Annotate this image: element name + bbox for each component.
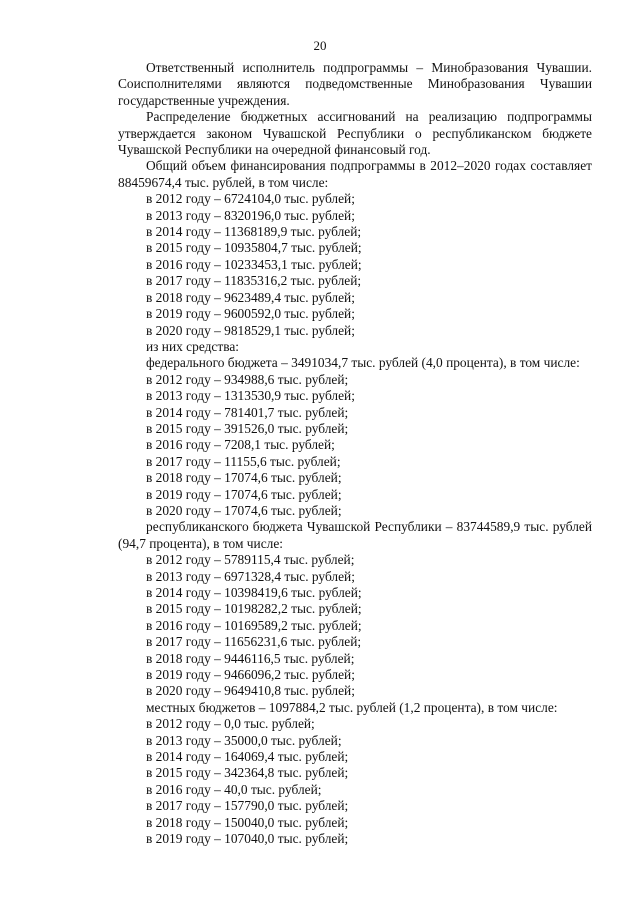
republican-intro: республиканского бюджета Чувашской Республики – 83744589,9 тыс. рублей (94,7 процента), в том числе: (118, 519, 592, 551)
paragraph-total-funding: Общий объем финансирования подпрограммы в 2012–2020 годах составляет 88459674,4 тыс. рублей, в том числе: (118, 158, 592, 190)
list-item: в 2017 году – 157790,0 тыс. рублей; (146, 798, 349, 814)
list-item: в 2019 году – 9600592,0 тыс. рублей; (146, 306, 355, 322)
list-item: в 2016 году – 10233453,1 тыс. рублей; (146, 256, 362, 272)
list-item: в 2018 году – 9623489,4 тыс. рублей; (146, 289, 355, 305)
list-item: в 2015 году – 10935804,7 тыс. рублей; (146, 240, 362, 256)
list-item: в 2012 году – 0,0 тыс. рублей; (146, 716, 315, 732)
list-item: в 2017 году – 11656231,6 тыс. рублей; (146, 634, 362, 650)
list-item: в 2013 году – 6971328,4 тыс. рублей; (146, 568, 355, 584)
federal-intro: федерального бюджета – 3491034,7 тыс. рублей (4,0 процента), в том числе: (146, 355, 580, 371)
list-item: в 2019 году – 107040,0 тыс. рублей; (146, 831, 349, 847)
local-intro: местных бюджетов – 1097884,2 тыс. рублей (1,2 процента), в том числе: (146, 699, 558, 715)
list-item: в 2018 году – 9446116,5 тыс. рублей; (146, 650, 355, 666)
list-item: в 2016 году – 10169589,2 тыс. рублей; (146, 617, 362, 633)
republican-by-year-list (118, 552, 592, 700)
paragraph-executor: Ответственный исполнитель подпрограммы – Минобразования Чувашии. Соисполнителями являются подведомственные Минобразования Чувашии государственные учреждения. (118, 60, 592, 108)
list-item: в 2020 году – 9818529,1 тыс. рублей; (146, 322, 355, 338)
total-by-year-list (118, 191, 592, 339)
list-item: в 2015 году – 342364,8 тыс. рублей; (146, 765, 349, 781)
list-item: в 2016 году – 40,0 тыс. рублей; (146, 781, 322, 797)
list-item: в 2019 году – 9466096,2 тыс. рублей; (146, 667, 355, 683)
list-item: в 2019 году – 17074,6 тыс. рублей; (146, 486, 342, 502)
list-item: в 2012 году – 6724104,0 тыс. рублей; (146, 191, 355, 207)
paragraph-budget-allocation: Распределение бюджетных ассигнований на реализацию подпрограммы утверждается законом Чувашской Республики о республиканском бюджете Чувашской Республики на очередной финансовый год. (118, 109, 592, 158)
local-by-year-list (118, 716, 592, 847)
document-body (118, 60, 592, 848)
list-item: в 2016 году – 7208,1 тыс. рублей; (146, 437, 335, 453)
list-item: в 2014 году – 781401,7 тыс. рублей; (146, 404, 349, 420)
list-item: в 2012 году – 934988,6 тыс. рублей; (146, 371, 349, 387)
list-item: в 2015 году – 391526,0 тыс. рублей; (146, 420, 349, 436)
list-item: в 2020 году – 17074,6 тыс. рублей; (146, 502, 342, 518)
federal-by-year-list (118, 372, 592, 520)
list-item: в 2018 году – 17074,6 тыс. рублей; (146, 470, 342, 486)
list-item: в 2014 году – 164069,4 тыс. рублей; (146, 749, 349, 765)
list-item: в 2013 году – 8320196,0 тыс. рублей; (146, 207, 355, 223)
list-item: в 2015 году – 10198282,2 тыс. рублей; (146, 601, 362, 617)
list-item: в 2013 году – 1313530,9 тыс. рублей; (146, 388, 355, 404)
list-item: в 2018 году – 150040,0 тыс. рублей; (146, 814, 349, 830)
list-item: в 2012 году – 5789115,4 тыс. рублей; (146, 552, 355, 568)
list-item: в 2017 году – 11835316,2 тыс. рублей; (146, 273, 362, 289)
sources-intro: из них средства: (146, 338, 240, 354)
list-item: в 2013 году – 35000,0 тыс. рублей; (146, 732, 342, 748)
list-item: в 2014 году – 11368189,9 тыс. рублей; (146, 224, 362, 240)
list-item: в 2020 году – 9649410,8 тыс. рублей; (146, 683, 355, 699)
list-item: в 2017 году – 11155,6 тыс. рублей; (146, 453, 341, 469)
page-number: 20 (313, 38, 327, 53)
list-item: в 2014 году – 10398419,6 тыс. рублей; (146, 585, 362, 600)
